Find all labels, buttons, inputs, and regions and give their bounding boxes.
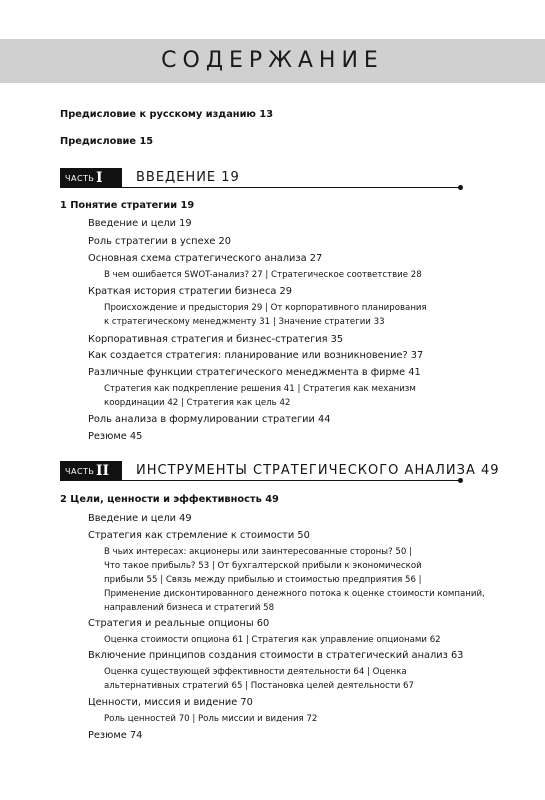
part-rule — [122, 480, 460, 481]
toc-subsection-entry: Что такое прибыль? 53 | От бухгалтерской прибыли к экономической — [104, 561, 422, 571]
toc-subsection-entry: Оценка стоимости опциона 61 | Стратегия как управление опционами 62 — [104, 635, 441, 645]
toc-chapter-entry: 1 Понятие стратегии 19 — [60, 200, 195, 211]
toc-section-entry: Резюме 45 — [88, 431, 143, 442]
toc-subsection-entry: Роль ценностей 70 | Роль миссии и видения 72 — [104, 714, 318, 724]
toc-subsection-entry: Стратегия как подкрепление решения 41 | Стратегия как механизм — [104, 384, 416, 394]
part-label: ЧАСТЬ — [65, 467, 95, 476]
part-label-box — [60, 461, 122, 481]
part-title: ИНСТРУМЕНТЫ СТРАТЕГИЧЕСКОГО АНАЛИЗА 49 — [136, 463, 500, 478]
toc-section-entry: Корпоративная стратегия и бизнес-стратегия 35 — [88, 334, 344, 345]
toc-section-entry: Стратегия как стремление к стоимости 50 — [88, 530, 310, 541]
toc-subsection-entry: альтернативных стратегий 65 | Постановка целей деятельности 67 — [104, 681, 414, 691]
part-title: ВВЕДЕНИЕ 19 — [136, 170, 240, 185]
part-rule — [122, 187, 460, 188]
toc-section-entry: Краткая история стратегии бизнеса 29 — [88, 286, 292, 297]
part-label: ЧАСТЬ — [65, 174, 95, 183]
part-numeral: I — [96, 170, 103, 186]
toc-section-entry: Различные функции стратегического менеджмента в фирме 41 — [88, 367, 421, 378]
part-heading — [60, 461, 500, 481]
toc-subsection-entry: направлений бизнеса и стратегий 58 — [104, 603, 275, 613]
toc-section-entry: Резюме 74 — [88, 730, 143, 741]
toc-subsection-entry: В чем ошибается SWOT-анализ? 27 | Стратегическое соответствие 28 — [104, 270, 422, 280]
toc-section-entry: Ценности, миссия и видение 70 — [88, 697, 253, 708]
toc-section-entry: Введение и цели 49 — [88, 513, 192, 524]
part-label-box — [60, 168, 122, 188]
toc-section-entry: Роль стратегии в успехе 20 — [88, 236, 232, 247]
toc-section-entry: Введение и цели 19 — [88, 218, 192, 229]
toc-subsection-entry: Происхождение и предыстория 29 | От корпоративного планирования — [104, 303, 427, 313]
toc-section-entry: Основная схема стратегического анализа 27 — [88, 253, 323, 264]
toc-subsection-entry: прибыли 55 | Связь между прибылью и стоимостью предприятия 56 | — [104, 575, 422, 585]
part-rule-dot — [458, 185, 463, 190]
toc-subsection-entry: В чьих интересах: акционеры или заинтересованные стороны? 50 | — [104, 547, 412, 557]
part-heading — [60, 168, 460, 188]
toc-section-entry: Как создается стратегия: планирование или возникновение? 37 — [88, 350, 424, 361]
toc-section-entry: Включение принципов создания стоимости в стратегический анализ 63 — [88, 650, 464, 661]
toc-subsection-entry: к стратегическому менеджменту 31 | Значение стратегии 33 — [104, 317, 385, 327]
toc-entry-preface: Предисловие 15 — [60, 136, 154, 147]
toc-subsection-entry: координации 42 | Стратегия как цель 42 — [104, 398, 291, 408]
toc-chapter-entry: 2 Цели, ценности и эффективность 49 — [60, 494, 279, 505]
toc-section-entry: Стратегия и реальные опционы 60 — [88, 618, 270, 629]
part-rule-dot — [458, 478, 463, 483]
toc-section-entry: Роль анализа в формулировании стратегии 44 — [88, 414, 331, 425]
toc-entry-preface-russian: Предисловие к русскому изданию 13 — [60, 109, 274, 120]
toc-subsection-entry: Применение дисконтированного денежного потока к оценке стоимости компаний, — [104, 589, 485, 599]
page-title: СОДЕРЖАНИЕ — [161, 48, 384, 73]
part-numeral: II — [96, 463, 110, 479]
toc-subsection-entry: Оценка существующей эффективности деятельности 64 | Оценка — [104, 667, 407, 677]
